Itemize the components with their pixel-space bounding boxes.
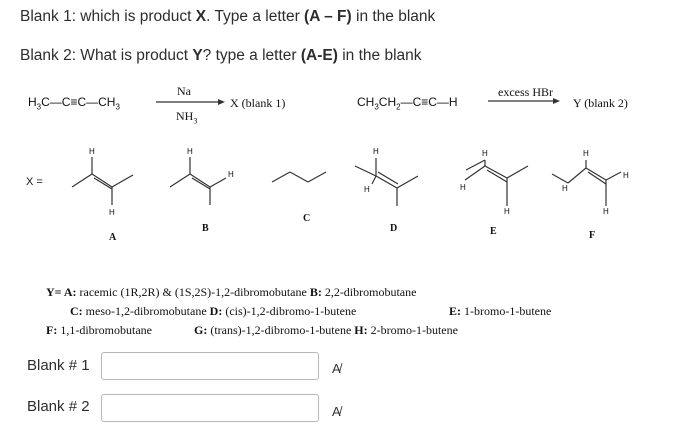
e-h-bottom: H <box>504 207 510 216</box>
q2-text: Blank 2: What is product <box>20 47 193 64</box>
y-options-line2 <box>70 304 356 319</box>
r1-h: H <box>28 95 37 109</box>
f-h-left: H <box>562 184 568 193</box>
q2-range: (A-E) <box>300 47 338 64</box>
x-equals-label: X = <box>26 176 43 188</box>
structure-f <box>552 160 621 206</box>
r1-chain: C—C≡C—CH <box>41 95 116 109</box>
blank2-input[interactable] <box>101 394 319 422</box>
label-f: F <box>589 230 596 241</box>
label-b: B <box>202 223 209 234</box>
label-e: E <box>490 226 497 237</box>
r2-ch3: CH <box>357 95 375 109</box>
y-h-key: H: <box>354 323 368 337</box>
y-c-key: C: <box>70 304 83 318</box>
label-c: C <box>303 213 311 224</box>
y-c-text: meso-1,2-dibromobutane <box>82 304 210 318</box>
reaction2-product: Y (blank 2) <box>573 96 628 110</box>
y-f-key: F: <box>46 323 58 337</box>
y-h-text: 2-bromo-1-butene <box>367 323 458 337</box>
y-options-line1 <box>46 285 416 300</box>
r2-ch3-sub: 3 <box>374 102 379 112</box>
y-g-text: (trans)-1,2-dibromo-1-butene <box>207 323 355 337</box>
structure-e <box>465 160 528 206</box>
r1-nh-sub: 3 <box>193 116 198 126</box>
d-h-top: H <box>373 147 379 156</box>
a-h-top: H <box>89 147 95 156</box>
q1-mid: . Type a letter <box>206 8 305 25</box>
reaction1-arrowhead <box>218 99 225 105</box>
q1-text: Blank 1: which is product <box>20 8 196 25</box>
blank1-label: Blank # 1 <box>27 357 90 374</box>
r2-ch2: CH <box>378 95 397 109</box>
label-a: A <box>109 232 117 243</box>
q1-range: (A – F) <box>304 8 352 25</box>
q1-suffix: in the blank <box>351 8 436 25</box>
a-h-bottom: H <box>109 208 115 217</box>
y-options-line3-gh <box>194 323 458 338</box>
reaction1-reagent-na: Na <box>177 84 191 98</box>
y-lead: Y= <box>46 285 64 299</box>
f-h-top: H <box>583 149 589 158</box>
d-h-left: H <box>364 185 370 194</box>
b-h-top: H <box>187 147 193 156</box>
y-e-key: E: <box>449 304 461 318</box>
r2-alkyne: —C≡C—H <box>400 95 458 109</box>
q2-product: Y <box>192 47 203 64</box>
e-h-top: H <box>482 149 488 158</box>
structure-d <box>355 158 418 206</box>
y-d-text: (cis)-1,2-dibromo-1-butene <box>222 304 357 318</box>
q1-product: X <box>195 8 207 25</box>
y-e-text: 1-bromo-1-butene <box>461 304 552 318</box>
f-h-bottom: H <box>603 207 609 216</box>
structure-c <box>272 172 326 182</box>
reaction1-product: X (blank 1) <box>230 96 286 110</box>
reaction2-reagent: excess HBr <box>498 85 553 99</box>
reaction2-arrowhead <box>553 98 560 104</box>
q2-mid: ? type a letter <box>202 47 301 64</box>
e-h-left: H <box>460 183 466 192</box>
y-options-line3 <box>46 323 152 338</box>
r1-nh: NH <box>176 109 194 123</box>
blank1-input[interactable] <box>101 352 319 380</box>
y-options-line2-e <box>449 304 551 319</box>
label-d: D <box>390 223 398 234</box>
b-h-right: H <box>228 170 234 179</box>
spellcheck-icon-2[interactable]: A̸ <box>332 404 341 419</box>
r1-h-sub: 3 <box>36 102 42 112</box>
spellcheck-icon[interactable]: A̸ <box>332 361 341 376</box>
f-h-right: H <box>623 171 629 180</box>
y-g-key: G: <box>194 323 208 337</box>
r1-ch3-sub: 3 <box>115 102 120 112</box>
blank2-label: Blank # 2 <box>27 398 90 415</box>
y-d-key: D: <box>209 304 223 318</box>
q2-suffix: in the blank <box>337 47 422 64</box>
y-b-key: B: <box>309 285 322 299</box>
structure-b <box>170 157 226 205</box>
y-b-text: 2,2-dibromobutane <box>321 285 417 299</box>
y-f-text: 1,1-dibromobutane <box>57 323 152 337</box>
y-a-text: racemic (1R,2R) & (1S,2S)-1,2-dibromobutane <box>76 285 310 299</box>
y-a-key: A: <box>63 285 77 299</box>
structure-a <box>72 157 133 205</box>
r2-ch2-sub: 2 <box>396 102 401 112</box>
